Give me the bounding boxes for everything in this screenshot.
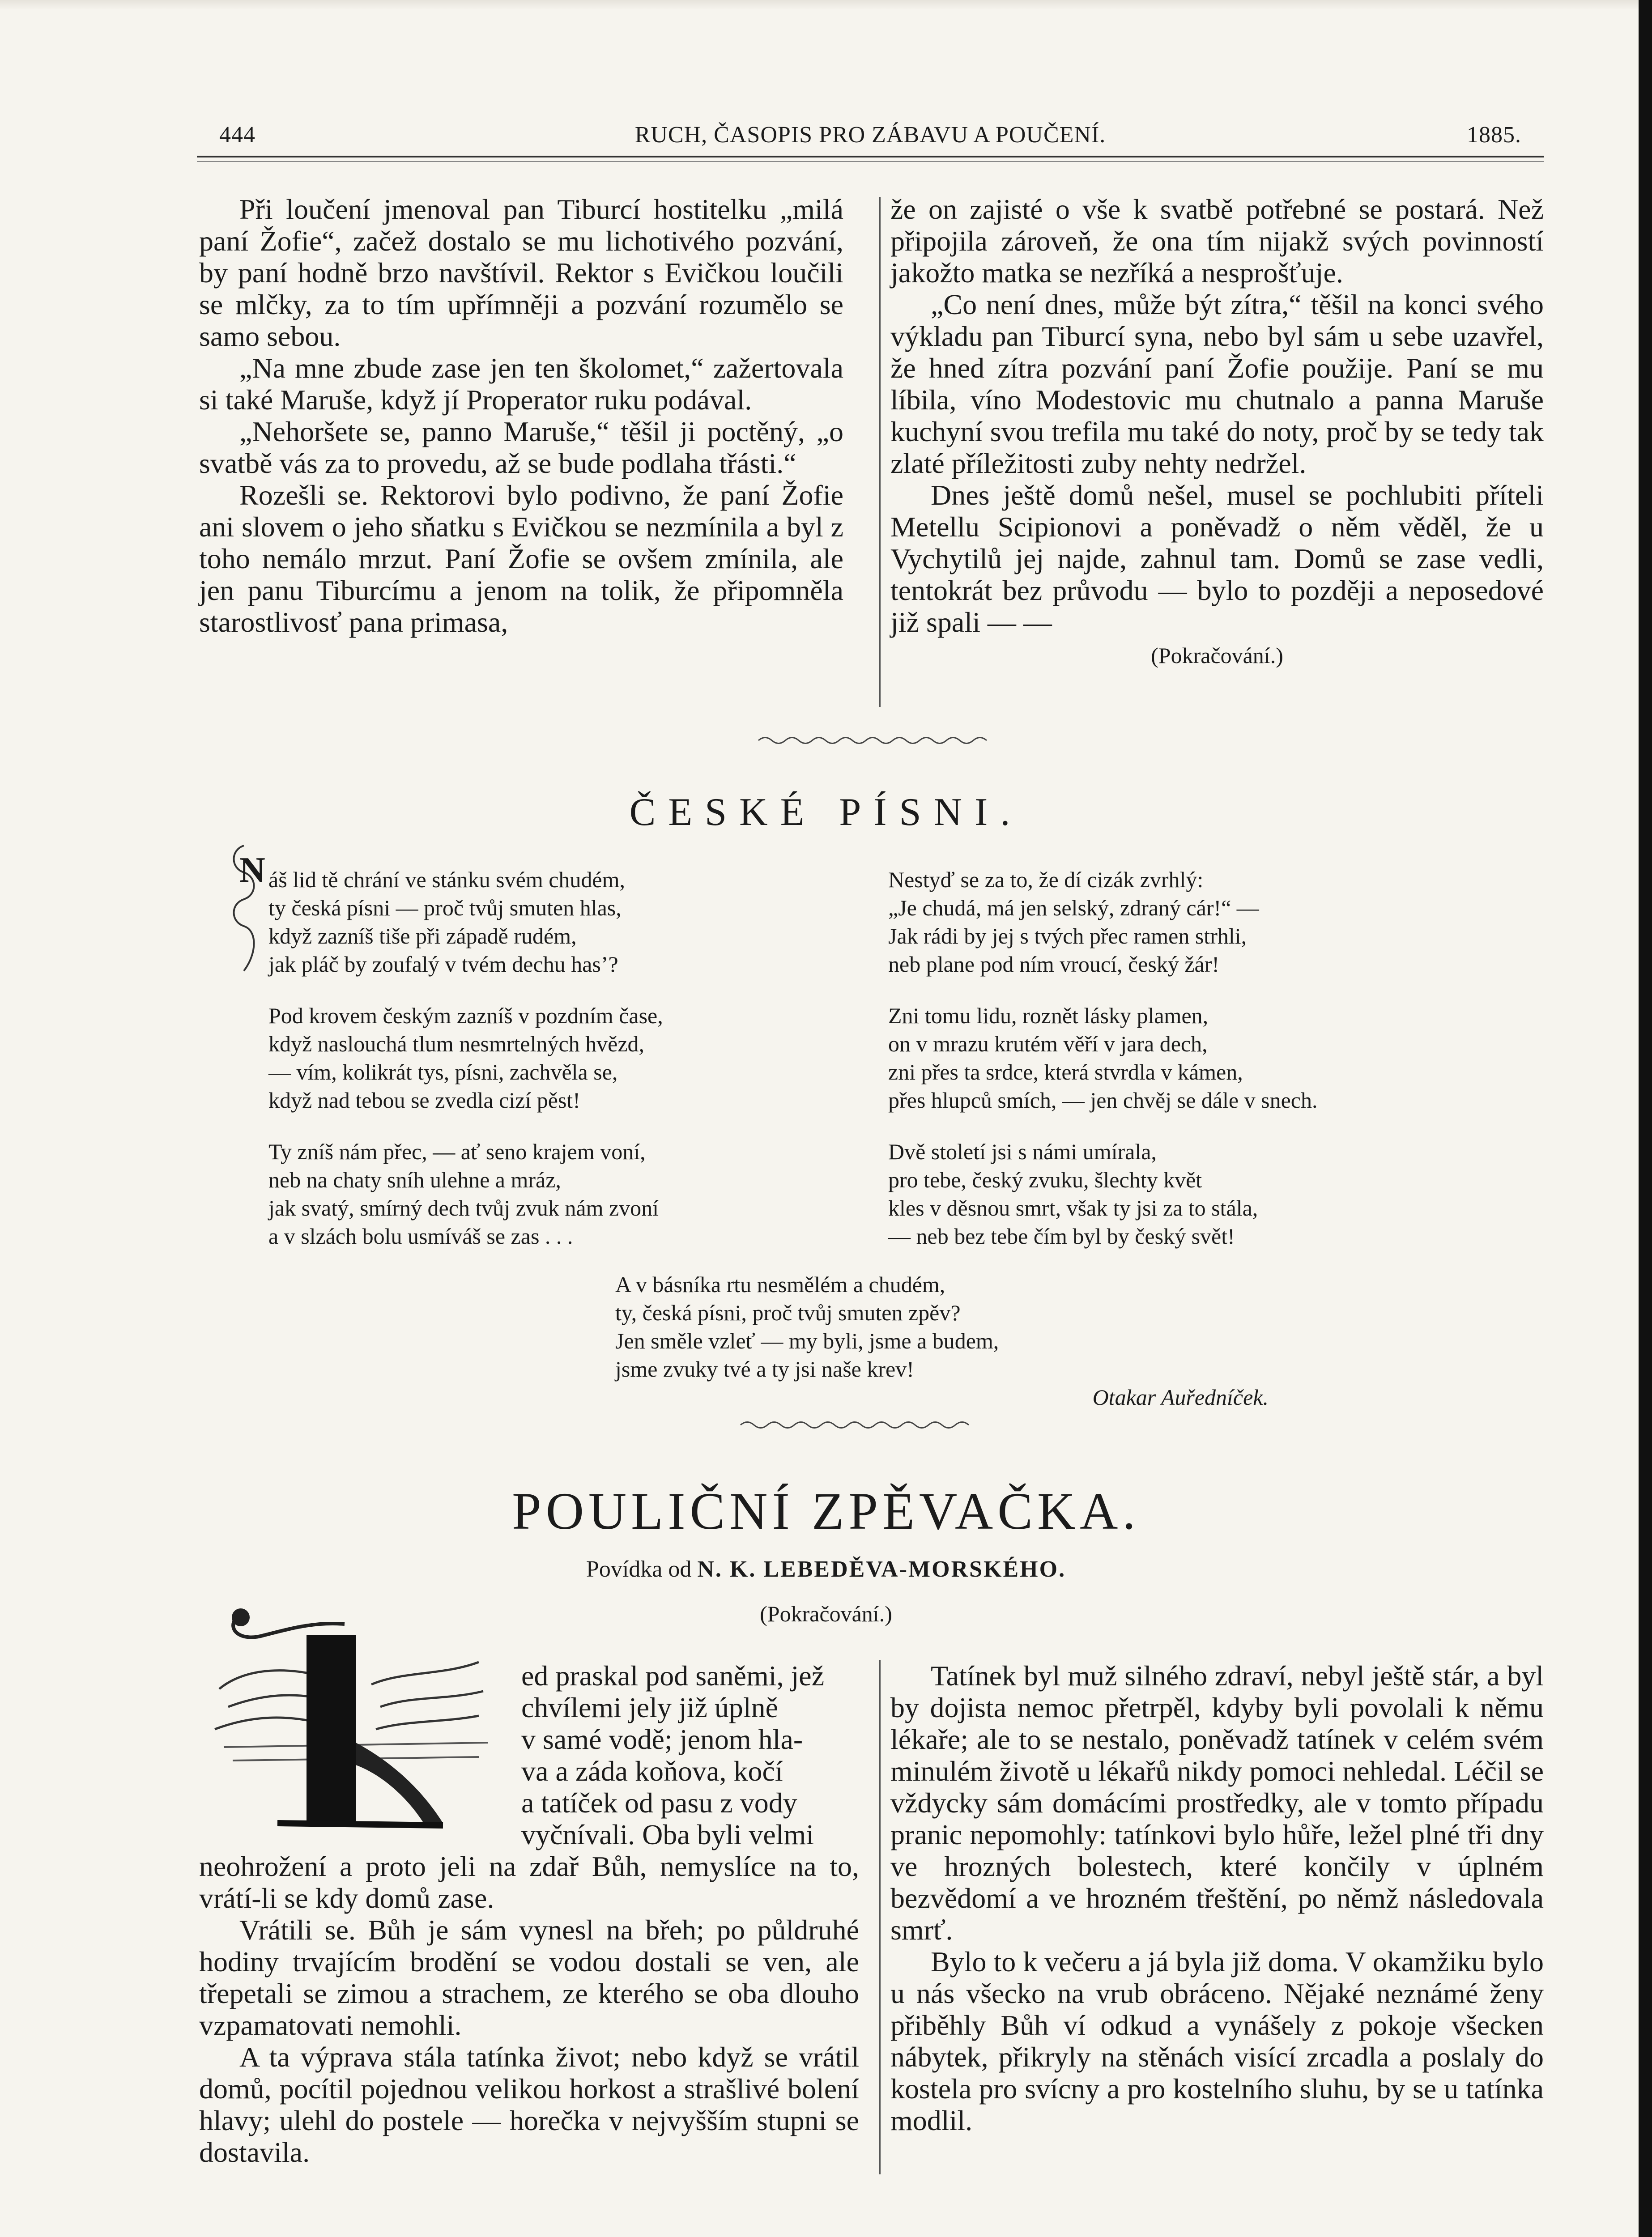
poem-line: a v slzách bolu usmíváš se zas . . . [268, 1224, 573, 1249]
poem-line: jsme zvuky tvé a ty jsi naše krev! [615, 1357, 914, 1382]
poem-line: přes hlupců smích, — jen chvěj se dále v snech. [888, 1088, 1318, 1113]
paragraph: A ta výprava stála tatínka život; nebo když se vrátil domů, pocítil pojednou velikou horkost a strašlivé bolení hlavy; ulehl do postele — horečka v nejvyšším stupni se dostavila. [199, 2041, 859, 2168]
byline-prefix: Povídka od [586, 1557, 692, 1582]
poem-line: „Je chudá, má jen selský, zdraný cár!“ — [888, 895, 1259, 920]
poem-line: Zni tomu lidu, roznět lásky plamen, [888, 1003, 1209, 1028]
poem-line: A v básníka rtu nesmělém a chudém, [615, 1272, 945, 1297]
poem-left-column [268, 866, 859, 1274]
text-line: ed praskal pod saněmi, jež [521, 1660, 825, 1692]
byline-author: N. K. LEBEDĚVA-MORSKÉHO. [697, 1557, 1066, 1582]
stanza [888, 866, 1515, 978]
poem-author: Otakar Auředníček. [1092, 1385, 1269, 1410]
paragraph: Tatínek byl muž silného zdraví, nebyl ještě stár, a byl by dojista nemoc přetrpěl, kdyby byli povolali k němu lékaře; ale to se nestalo, poněvadž tatínek v celém svém minulém životě u lékařů nikdy pomoci nehledal. Léčil se vždycky sám domácími prostředky, ale v tomto případu pranic nepomohly: tatínkovi bylo hůře, ležel plné tři dny ve hrozných bolestech, které končily v úplném bezvědomí a ve hrozném třeštění, po němž následovala smrť. [890, 1660, 1544, 1946]
header-rule-thin [197, 161, 1544, 162]
column-divider [879, 197, 881, 707]
text-line: a tatíček od pasu z vody [521, 1787, 797, 1819]
stanza [888, 1138, 1515, 1250]
poem-line: Dvě století jsi s námi umírala, [888, 1139, 1157, 1164]
page-year: 1885. [1467, 122, 1521, 148]
poem-line: kles v děsnou smrt, však ty jsi za to stála, [888, 1195, 1258, 1221]
story-title: POULIČNÍ ZPĚVAČKA. [512, 1482, 1140, 1540]
poem-line: zni přes ta srdce, která stvrdla v kámen, [888, 1059, 1243, 1084]
paragraph: Rozešli se. Rektorovi bylo podivno, že paní Žofie ani slovem o jeho sňatku s Evičkou se nezmínila a byl z toho nemálo mrzut. Paní Žofie se ovšem zmínila, ale jen panu Tiburcímu a jenom na tolik, že připomněla starostlivosť pana primasa, [199, 479, 843, 638]
journal-title: RUCH, ČASOPIS PRO ZÁBAVU A POUČENÍ. [634, 122, 1106, 148]
text-line: chvílemi jely již úplně [521, 1692, 779, 1723]
prev-story-left-column [199, 193, 843, 638]
flourish-divider [756, 734, 989, 747]
paragraph: „Na mne zbude zase jen ten školomet,“ zažertovala si také Maruše, když jí Properator ruku podával. [199, 352, 843, 416]
poem-line: Jen směle vzleť — my byli, jsme a budem, [615, 1328, 999, 1353]
paragraph: „Nehoršete se, panno Maruše,“ těšil ji poctěný, „o svatbě vás za to provedu, až se bude podlaha třásti.“ [199, 416, 843, 479]
poem-line: pro tebe, český zvuku, šlechty květ [888, 1167, 1202, 1192]
poem-line: Jak rádi by jej s tvých přec ramen strhli, [888, 923, 1247, 948]
story-left-column [199, 1850, 859, 2168]
prev-story-right-column [890, 193, 1544, 672]
continued-note: (Pokračování.) [1151, 643, 1283, 668]
poem-line: jak svatý, smírný dech tvůj zvuk nám zvoní [268, 1195, 659, 1221]
poem-line: — vím, kolikrát tys, písni, zachvěla se, [268, 1059, 618, 1084]
poem-line: když zazníš tiše při západě rudém, [268, 923, 577, 948]
story-byline [0, 1556, 1652, 1582]
stanza [268, 866, 859, 978]
poem-line: — neb bez tebe čím byl by český svět! [888, 1224, 1235, 1249]
paragraph: Při loučení jmenoval pan Tiburcí hostitelku „milá paní Žofie“, začež dostalo se mu lichotivého pozvání, by paní hodně brzo navštívil. Rektor s Evičkou loučili se mlčky, za to tím upřímněji a pozvání rozumělo se samo sebou. [199, 193, 843, 352]
paragraph: Vrátili se. Bůh je sám vynesl na břeh; po půldruhé hodiny trvajícím brodění se vodou dostali se ven, ale třepetali se zimou a strachem, ze kterého se oba dlouho vzpamatovati nemohli. [199, 1914, 859, 2041]
poem-line: když naslouchá tlum nesmrtelných hvězd, [268, 1031, 645, 1056]
stanza [888, 1002, 1515, 1114]
scan-edge-right [1639, 0, 1652, 2237]
text-line: va a záda koňova, kočí [521, 1755, 783, 1787]
poem-line: ty česká písni — proč tvůj smuten hlas, [268, 895, 622, 920]
paragraph: neohrožení a proto jeli na zdař Bůh, nemyslíce na to, vrátí-li se kdy domů zase. [199, 1850, 859, 1914]
page-header [197, 112, 1544, 152]
paragraph: že on zajisté o vše k svatbě potřebné se postará. Než připojila zároveň, že ona tím nijakž svých povinností jakožto matka se nezříká a nesprošťuje. [890, 193, 1544, 289]
poem-line: když nad tebou se zvedla cizí pěst! [268, 1088, 580, 1113]
page-number: 444 [219, 122, 255, 148]
poem-line: ty, česká písni, proč tvůj smuten zpěv? [615, 1300, 961, 1325]
text-line: v samé vodě; jenom hla- [521, 1723, 803, 1755]
poem-drop-letter [226, 841, 266, 975]
poem-initial: N [239, 851, 265, 890]
poem-line: áš lid tě chrání ve stánku svém chudém, [268, 867, 625, 892]
story-continued-note: (Pokračování.) [760, 1601, 892, 1626]
poem-line: Nestyď se za to, že dí cizák zvrhlý: [888, 867, 1204, 892]
poem-line: Pod krovem českým zazníš v pozdním čase, [268, 1003, 663, 1028]
flourish-divider [738, 1418, 971, 1432]
poem-final-stanza [615, 1271, 1286, 1412]
story-right-column [890, 1660, 1544, 2136]
poem-line: Ty zníš nám přec, — ať seno krajem voní, [268, 1139, 646, 1164]
column-divider [879, 1660, 881, 2174]
paragraph: Dnes ještě domů nešel, musel se pochlubiti příteli Metellu Scipionovi a poněvadž o něm věděl, že u Vychytilů jej najde, zahnul tam. Domů se zase vedli, tentokrát bez průvodu — bylo to později a neposedové již spali — — [890, 479, 1544, 638]
stanza [268, 1002, 859, 1114]
scan-edge-top [0, 0, 1652, 10]
poem-title: ČESKÉ PÍSNI. [629, 791, 1023, 834]
poem-line: jak pláč by zoufalý v tvém dechu hasʼ? [268, 952, 618, 977]
poem-line: on v mrazu krutém věří v jara dech, [888, 1031, 1208, 1056]
ice-landscape-illustration [210, 1599, 501, 1837]
paragraph: Bylo to k večeru a já byla již doma. V okamžiku bylo u nás všecko na vrub obráceno. Nějaké neznámé ženy přiběhly Bůh ví odkud a vynášely z pokoje všecken nábytek, přikryly na stěnách visící zrcadla a poslaly do kostela pro svícny a pro kostelního sluhu, by se u tatínka modlil. [890, 1946, 1544, 2136]
story-left-lead [521, 1660, 859, 1850]
stanza [268, 1138, 859, 1250]
paragraph: „Co není dnes, může být zítra,“ těšil na konci svého výkladu pan Tiburcí syna, nebo byl sám u sebe uzavřel, že hned zítra pozvání paní Žofie použije. Paní se mu líbila, víno Modestovic mu chutnalo a panna Maruše kuchyní svou trefila mu také do noty, proč by se tedy tak zlaté příležitosti zuby nehty nedržel. [890, 289, 1544, 479]
story-drop-cap [210, 1599, 501, 1838]
poem-right-column [888, 866, 1515, 1274]
poem-line: neb na chaty sníh ulehne a mráz, [268, 1167, 561, 1192]
header-rule [197, 156, 1544, 157]
poem-line: neb plane pod ním vroucí, český žár! [888, 952, 1220, 977]
text-line: vyčnívali. Oba byli velmi [521, 1819, 814, 1850]
